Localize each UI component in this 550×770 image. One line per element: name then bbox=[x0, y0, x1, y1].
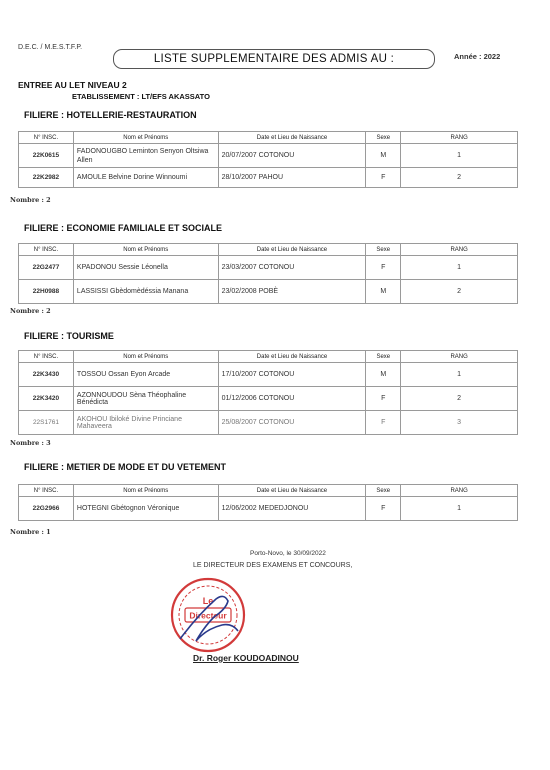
table-row bbox=[19, 144, 518, 168]
official-stamp bbox=[168, 575, 248, 655]
cell-naissance: 17/10/2007 COTONOU bbox=[218, 363, 366, 387]
table-row bbox=[19, 411, 518, 435]
filiere-heading: FILIERE : HOTELLERIE-RESTAURATION bbox=[24, 110, 197, 120]
department-code: D.E.C. / M.E.S.T.F.P. bbox=[18, 44, 83, 51]
table-header-row bbox=[19, 351, 518, 363]
table-row bbox=[19, 497, 518, 521]
cell-naissance: 01/12/2006 COTONOU bbox=[218, 387, 366, 411]
cell-sexe: M bbox=[366, 363, 401, 387]
cell-nom: AKOHOU Ibiloké Divine Princiane Mahaveera bbox=[73, 411, 218, 435]
table-header-row bbox=[19, 132, 518, 144]
document-title: LISTE SUPPLEMENTAIRE DES ADMIS AU : bbox=[113, 49, 435, 69]
cell-nom: KPADONOU Sessie Léonella bbox=[73, 256, 218, 280]
cell-naissance: 12/06/2002 MEDEDJONOU bbox=[218, 497, 366, 521]
cell-nom: LASSISSI Gbèdomèdéssia Manana bbox=[73, 280, 218, 304]
col-header-nom: Nom et Prénoms bbox=[73, 244, 218, 256]
cell-sexe: F bbox=[366, 497, 401, 521]
results-table bbox=[18, 484, 518, 521]
col-header-insc: N° INSC. bbox=[19, 351, 74, 363]
signatory-role: LE DIRECTEUR DES EXAMENS ET CONCOURS, bbox=[193, 562, 353, 569]
results-table bbox=[18, 243, 518, 304]
table-row bbox=[19, 256, 518, 280]
col-header-insc: N° INSC. bbox=[19, 132, 74, 144]
filiere-heading: FILIERE : TOURISME bbox=[24, 331, 114, 341]
cell-sexe: M bbox=[366, 280, 401, 304]
table-row bbox=[19, 387, 518, 411]
cell-rang: 1 bbox=[401, 363, 518, 387]
results-table bbox=[18, 131, 518, 188]
cell-sexe: M bbox=[366, 144, 401, 168]
cell-naissance: 20/07/2007 COTONOU bbox=[218, 144, 366, 168]
cell-rang: 2 bbox=[401, 280, 518, 304]
cell-naissance: 23/02/2008 POBÈ bbox=[218, 280, 366, 304]
table-header-row bbox=[19, 244, 518, 256]
cell-naissance: 23/03/2007 COTONOU bbox=[218, 256, 366, 280]
col-header-insc: N° INSC. bbox=[19, 485, 74, 497]
cell-rang: 1 bbox=[401, 144, 518, 168]
cell-rang: 3 bbox=[401, 411, 518, 435]
cell-sexe: F bbox=[366, 411, 401, 435]
cell-nom: FADONOUGBO Leminton Senyon Oltsiwa Allen bbox=[73, 144, 218, 168]
establishment-heading: ETABLISSEMENT : LT/EFS AKASSATO bbox=[72, 92, 210, 101]
cell-sexe: F bbox=[366, 256, 401, 280]
cell-naissance: 25/08/2007 COTONOU bbox=[218, 411, 366, 435]
year-label: Année : 2022 bbox=[454, 52, 501, 61]
col-header-nom: Nom et Prénoms bbox=[73, 132, 218, 144]
col-header-rang: RANG bbox=[401, 351, 518, 363]
cell-nom: HOTEGNI Gbétognon Véronique bbox=[73, 497, 218, 521]
col-header-naissance: Date et Lieu de Naissance bbox=[218, 485, 366, 497]
cell-nom: TOSSOU Ossan Eyon Arcade bbox=[73, 363, 218, 387]
cell-insc: 22K3420 bbox=[19, 387, 74, 411]
cell-naissance: 28/10/2007 PAHOU bbox=[218, 168, 366, 188]
col-header-sexe: Sexe bbox=[366, 244, 401, 256]
col-header-insc: N° INSC. bbox=[19, 244, 74, 256]
count-label: Nombre : 3 bbox=[10, 439, 51, 447]
table-row bbox=[19, 168, 518, 188]
col-header-rang: RANG bbox=[401, 132, 518, 144]
table-header-row bbox=[19, 485, 518, 497]
col-header-naissance: Date et Lieu de Naissance bbox=[218, 132, 366, 144]
col-header-rang: RANG bbox=[401, 244, 518, 256]
cell-insc: 22K0615 bbox=[19, 144, 74, 168]
cell-nom: AMOULE Belvine Dorine Winnoumi bbox=[73, 168, 218, 188]
cell-rang: 2 bbox=[401, 168, 518, 188]
cell-sexe: F bbox=[366, 168, 401, 188]
stamp-text-le: Le bbox=[202, 596, 214, 606]
filiere-heading: FILIERE : ECONOMIE FAMILIALE ET SOCIALE bbox=[24, 223, 223, 233]
signatory-name: Dr. Roger KOUDOADINOU bbox=[193, 653, 299, 663]
col-header-naissance: Date et Lieu de Naissance bbox=[218, 351, 366, 363]
col-header-sexe: Sexe bbox=[366, 351, 401, 363]
col-header-nom: Nom et Prénoms bbox=[73, 351, 218, 363]
cell-nom: AZONNOUDOU Sèna Théophaline Bénédicta bbox=[73, 387, 218, 411]
col-header-sexe: Sexe bbox=[366, 132, 401, 144]
cell-sexe: F bbox=[366, 387, 401, 411]
cell-insc: 22K2982 bbox=[19, 168, 74, 188]
count-label: Nombre : 2 bbox=[10, 196, 51, 204]
cell-insc: 22H0988 bbox=[19, 280, 74, 304]
count-label: Nombre : 2 bbox=[10, 307, 51, 315]
col-header-naissance: Date et Lieu de Naissance bbox=[218, 244, 366, 256]
col-header-nom: Nom et Prénoms bbox=[73, 485, 218, 497]
table-row bbox=[19, 363, 518, 387]
entry-level-heading: ENTREE AU LET NIVEAU 2 bbox=[18, 80, 127, 90]
cell-insc: 22K3430 bbox=[19, 363, 74, 387]
cell-rang: 2 bbox=[401, 387, 518, 411]
table-row bbox=[19, 280, 518, 304]
cell-insc: 22G2477 bbox=[19, 256, 74, 280]
col-header-rang: RANG bbox=[401, 485, 518, 497]
cell-insc: 22G2966 bbox=[19, 497, 74, 521]
results-table bbox=[18, 350, 518, 435]
stamp-text-directeur: Directeur bbox=[189, 610, 227, 621]
count-label: Nombre : 1 bbox=[10, 528, 51, 536]
place-date: Porto-Novo, le 30/09/2022 bbox=[250, 550, 326, 557]
cell-rang: 1 bbox=[401, 497, 518, 521]
col-header-sexe: Sexe bbox=[366, 485, 401, 497]
filiere-heading: FILIERE : METIER DE MODE ET DU VETEMENT bbox=[24, 462, 227, 472]
cell-rang: 1 bbox=[401, 256, 518, 280]
cell-insc: 22S1761 bbox=[19, 411, 74, 435]
